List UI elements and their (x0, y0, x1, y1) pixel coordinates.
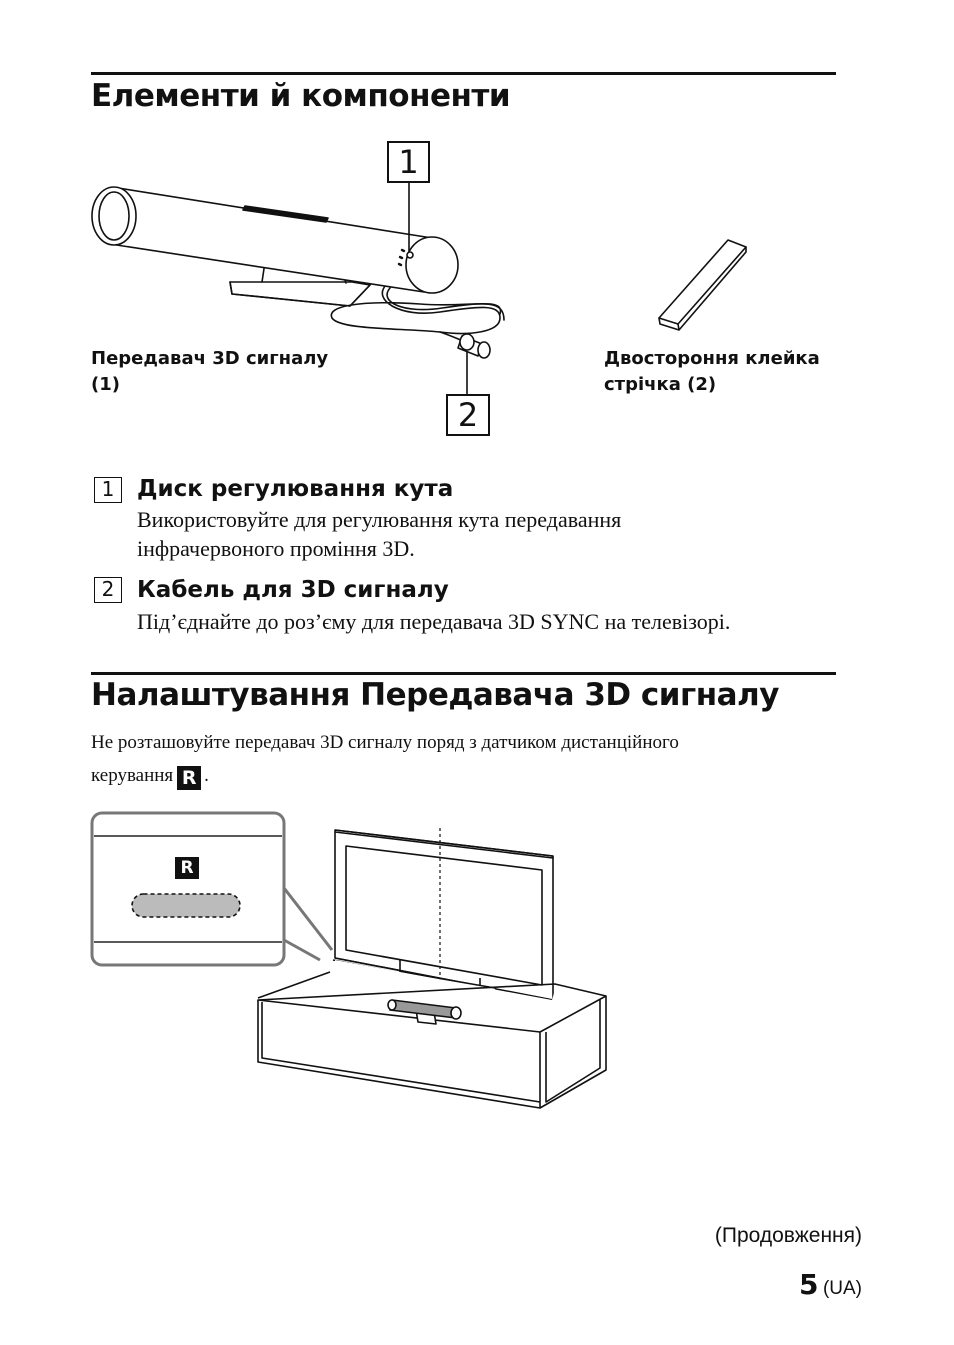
placement-note (91, 726, 836, 792)
sensor-zoom-callout (92, 813, 332, 965)
label-tape-line2: стрічка (2) (604, 374, 717, 395)
page-number-suffix: (UA) (822, 1278, 862, 1299)
adhesive-tape (659, 240, 746, 330)
placement-note-line2: керування (91, 765, 174, 786)
item-desc-1-line2: інфрачервоного проміння 3D. (137, 536, 415, 561)
callout-box-2: 2 (446, 394, 490, 436)
transmitter-body (92, 187, 458, 293)
item-desc-1-line1: Використовуйте для регулювання кута передавання (137, 507, 622, 532)
item-title-2: Кабель для 3D сигналу (137, 577, 449, 603)
remote-sensor-icon: R (177, 766, 201, 790)
item-desc-1 (137, 505, 837, 563)
page-number-value: 5 (799, 1268, 819, 1301)
placement-note-end: . (204, 765, 209, 786)
item-number-1: 1 (94, 477, 122, 503)
section-title-setup: Налаштування Передавача 3D сигналу (91, 677, 779, 713)
placement-note-line1: Не розташовуйте передавач 3D сигналу поряд з датчиком дистанційного (91, 732, 679, 753)
label-transmitter-line2: (1) (91, 374, 120, 395)
sync-plug (458, 334, 490, 358)
item-number-2: 2 (94, 577, 122, 603)
placement-note-line2-wrap (91, 759, 836, 792)
item-desc-2 (137, 607, 837, 636)
label-tape-line1: Двостороння клейка (604, 348, 820, 369)
label-transmitter (91, 346, 328, 398)
section-rule-setup (91, 672, 836, 675)
callout-box-1: 1 (387, 141, 430, 183)
item-desc-2-line1: Під’єднайте до роз’єму для передавача 3D SYNC на телевізорі. (137, 609, 731, 634)
setup-figure (0, 800, 954, 1140)
page-number (799, 1268, 862, 1301)
continued-label: (Продовження) (714, 1224, 862, 1247)
section-title-components: Елементи й компоненти (91, 78, 511, 114)
figure-remote-sensor-icon: R (175, 857, 199, 879)
label-transmitter-line1: Передавач 3D сигналу (91, 348, 329, 369)
label-tape (604, 346, 820, 398)
item-title-1: Диск регулювання кута (137, 476, 454, 502)
